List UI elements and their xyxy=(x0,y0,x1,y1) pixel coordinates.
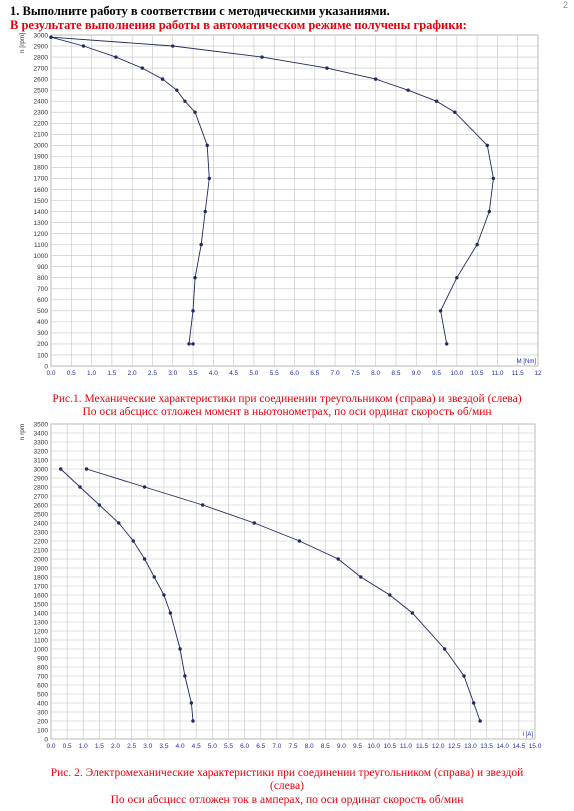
y-tick-label: 1900 xyxy=(33,153,48,161)
series-2-point xyxy=(486,144,489,147)
y-axis-label: n [rpm] xyxy=(19,32,26,54)
y-tick-label: 400 xyxy=(37,700,48,708)
x-tick-label: 4.5 xyxy=(229,370,239,377)
series-1-point xyxy=(161,77,164,80)
y-tick-label: 500 xyxy=(37,308,48,316)
series-1-point xyxy=(187,342,190,345)
series-2-point xyxy=(478,719,481,722)
figure2-caption-line1: Рис. 2. Электромеханические характеристики при соединении треугольником (справа) и звездой xyxy=(50,767,524,779)
series-1-point xyxy=(204,210,207,213)
y-tick-label: 2400 xyxy=(33,520,48,528)
x-tick-label: 4.5 xyxy=(191,743,201,750)
y-tick-label: 2200 xyxy=(33,120,48,128)
x-tick-label: 13.5 xyxy=(480,743,493,750)
y-tick-label: 300 xyxy=(37,709,48,717)
y-tick-label: 1800 xyxy=(33,574,48,582)
series-2-point xyxy=(435,100,438,103)
y-tick-label: 2900 xyxy=(33,475,48,483)
x-tick-label: 3.0 xyxy=(143,743,153,750)
x-tick-label: 0.0 xyxy=(46,743,56,750)
y-tick-label: 600 xyxy=(37,297,48,305)
y-tick-label: 2700 xyxy=(33,65,48,73)
x-tick-label: 10.0 xyxy=(450,370,464,377)
series-2-point xyxy=(201,503,204,506)
series-2-point xyxy=(49,36,52,39)
y-tick-label: 100 xyxy=(37,727,48,735)
x-tick-label: 14.5 xyxy=(512,743,526,750)
y-tick-label: 200 xyxy=(37,341,48,349)
y-tick-label: 2400 xyxy=(33,98,48,106)
x-tick-label: 0.5 xyxy=(66,370,76,377)
series-2-point xyxy=(445,342,448,345)
y-tick-label: 1100 xyxy=(34,241,48,249)
series-2-point xyxy=(388,593,391,596)
x-tick-label: 7.0 xyxy=(272,743,282,750)
y-tick-label: 2800 xyxy=(33,484,48,492)
series-1-point xyxy=(183,100,186,103)
x-tick-label: 1.5 xyxy=(107,370,117,377)
page-number: 2 xyxy=(562,0,568,10)
y-tick-label: 1000 xyxy=(33,252,48,260)
x-tick-label: 10.5 xyxy=(383,743,397,750)
series-2-point xyxy=(143,485,146,488)
y-tick-label: 400 xyxy=(37,319,48,327)
y-tick-label: 2500 xyxy=(33,87,48,95)
series-1-point xyxy=(208,177,211,180)
series-1-point xyxy=(78,485,81,488)
x-tick-label: 11.5 xyxy=(415,743,429,750)
y-tick-label: 2600 xyxy=(33,502,48,510)
x-tick-label: 7.5 xyxy=(350,370,360,377)
x-tick-label: 4.0 xyxy=(175,743,185,750)
series-2-point xyxy=(443,647,446,650)
y-tick-label: 2700 xyxy=(33,493,48,501)
y-tick-label: 3000 xyxy=(33,466,48,474)
series-2-point xyxy=(85,467,88,470)
y-tick-label: 3100 xyxy=(33,457,48,465)
y-tick-label: 1100 xyxy=(34,637,48,645)
x-tick-label: 0.0 xyxy=(46,370,56,377)
series-2-point xyxy=(455,276,458,279)
y-tick-label: 1400 xyxy=(33,208,48,216)
y-tick-label: 0 xyxy=(44,736,48,744)
series-2-point xyxy=(411,611,414,614)
y-tick-label: 2000 xyxy=(33,142,48,150)
series-1-point xyxy=(153,575,156,578)
y-tick-label: 1800 xyxy=(33,164,48,172)
x-tick-label: 2.0 xyxy=(127,370,137,377)
x-tick-label: 9.0 xyxy=(411,370,421,377)
series-1-point xyxy=(132,539,135,542)
figure1-caption-line2: По оси абсцисс отложен момент в ньютонометрах, по оси ординат скорость об/мин xyxy=(82,406,492,418)
y-tick-label: 0 xyxy=(44,363,48,371)
y-tick-label: 1500 xyxy=(33,601,48,609)
x-tick-label: 8.5 xyxy=(320,743,330,750)
y-tick-label: 700 xyxy=(37,673,48,681)
y-tick-label: 100 xyxy=(37,352,48,360)
x-tick-label: 2.5 xyxy=(127,743,137,750)
x-tick-label: 15.0 xyxy=(528,743,542,750)
x-tick-label: 5.0 xyxy=(207,743,217,750)
y-tick-label: 1400 xyxy=(33,610,48,618)
y-axis-label: n rpm xyxy=(19,423,26,441)
x-tick-label: 9.5 xyxy=(353,743,363,750)
x-tick-label: 14.0 xyxy=(496,743,510,750)
y-tick-label: 2800 xyxy=(33,54,48,62)
series-1-point xyxy=(117,521,120,524)
series-1-point xyxy=(98,503,101,506)
x-tick-label: 5.5 xyxy=(269,370,279,377)
series-1-point xyxy=(162,593,165,596)
figure1-caption-line1: Рис.1. Механические характеристики при соединении треугольником (справа) и звездой (слева) xyxy=(52,393,522,405)
series-1-point xyxy=(193,276,196,279)
x-tick-label: 11.0 xyxy=(399,743,413,750)
series-2-point xyxy=(475,243,478,246)
series-2-point xyxy=(492,177,495,180)
x-tick-label: 7.5 xyxy=(288,743,298,750)
series-2-point xyxy=(298,539,301,542)
y-tick-label: 900 xyxy=(37,655,48,663)
chart-2 xyxy=(19,421,542,750)
y-tick-label: 500 xyxy=(37,691,48,699)
y-tick-label: 3000 xyxy=(33,32,48,40)
series-1-point xyxy=(178,647,181,650)
y-tick-label: 900 xyxy=(37,264,48,271)
x-tick-label: 1.0 xyxy=(78,743,88,750)
series-1-point xyxy=(199,243,202,246)
x-tick-label: 8.0 xyxy=(371,370,381,377)
series-1-point xyxy=(175,88,178,91)
series-2-point xyxy=(462,674,465,677)
y-tick-label: 2000 xyxy=(33,556,48,564)
x-tick-label: 11.0 xyxy=(491,370,504,377)
series-2-point xyxy=(439,309,442,312)
y-tick-label: 2200 xyxy=(33,538,48,546)
y-tick-label: 1600 xyxy=(33,592,48,600)
series-2-point xyxy=(253,521,256,524)
y-tick-label: 2100 xyxy=(33,547,48,555)
series-1-point xyxy=(191,719,194,722)
x-tick-label: 10.0 xyxy=(367,743,380,750)
x-axis-label: I [A] xyxy=(522,732,533,738)
y-tick-label: 700 xyxy=(37,286,48,294)
y-tick-label: 1300 xyxy=(33,219,48,227)
y-tick-label: 1700 xyxy=(33,175,48,183)
y-tick-label: 800 xyxy=(37,275,48,283)
y-tick-label: 1300 xyxy=(33,619,48,627)
series-2-point xyxy=(336,557,339,560)
x-tick-label: 5.0 xyxy=(249,370,259,377)
x-tick-label: 3.5 xyxy=(188,370,198,377)
x-tick-label: 9.5 xyxy=(432,370,442,377)
x-tick-label: 6.5 xyxy=(256,743,266,750)
y-tick-label: 3200 xyxy=(33,448,48,456)
x-tick-label: 13.0 xyxy=(464,743,477,750)
x-axis-label: M [Nm] xyxy=(516,359,536,365)
series-1-point xyxy=(114,55,117,58)
x-tick-label: 2.0 xyxy=(111,743,121,750)
x-tick-label: 6.0 xyxy=(289,370,300,377)
result-subheading: В результате выполнения работы в автоматическом режиме получены графики: xyxy=(10,18,467,32)
x-tick-label: 4.0 xyxy=(208,370,218,377)
series-2-point xyxy=(325,66,328,69)
series-1-point xyxy=(59,467,62,470)
series-1-point xyxy=(191,309,194,312)
x-tick-label: 8.5 xyxy=(391,370,401,377)
x-tick-label: 11.5 xyxy=(511,370,524,377)
x-tick-label: 2.5 xyxy=(147,370,157,377)
series-2-point xyxy=(472,701,475,704)
y-tick-label: 1700 xyxy=(33,583,48,591)
y-tick-label: 300 xyxy=(37,330,48,338)
series-2-point xyxy=(453,111,456,114)
y-tick-label: 1200 xyxy=(33,628,48,636)
y-tick-label: 2900 xyxy=(33,43,48,51)
series-1-point xyxy=(191,342,194,345)
series-1-point xyxy=(143,557,146,560)
y-tick-label: 2600 xyxy=(33,76,48,84)
series-2-point xyxy=(359,575,362,578)
y-tick-label: 2500 xyxy=(33,511,48,519)
series-1-point xyxy=(82,44,85,47)
y-tick-label: 3300 xyxy=(33,439,48,447)
task-heading: 1. Выполните работу в соответствии с методическими указаниями. xyxy=(10,4,390,18)
y-tick-label: 3500 xyxy=(33,421,48,429)
x-tick-label: 9.0 xyxy=(336,743,346,750)
x-tick-label: 12 xyxy=(534,370,542,377)
x-tick-label: 1.0 xyxy=(87,370,97,377)
x-tick-label: 5.5 xyxy=(223,743,233,750)
y-tick-label: 1600 xyxy=(33,186,48,194)
x-tick-label: 12.0 xyxy=(431,743,445,750)
x-tick-label: 7.0 xyxy=(330,370,340,377)
y-tick-label: 200 xyxy=(37,718,48,726)
y-tick-label: 600 xyxy=(37,682,48,690)
x-tick-label: 3.0 xyxy=(168,370,178,377)
y-tick-label: 1500 xyxy=(33,197,48,205)
y-tick-label: 2300 xyxy=(33,109,48,117)
y-tick-label: 1000 xyxy=(33,646,48,654)
x-tick-label: 1.5 xyxy=(94,743,104,750)
series-1-point xyxy=(193,111,196,114)
series-2-point xyxy=(171,44,174,47)
y-tick-label: 2100 xyxy=(33,131,48,139)
series-2-point xyxy=(260,55,263,58)
x-tick-label: 0.5 xyxy=(62,743,72,750)
y-tick-label: 2300 xyxy=(33,529,48,537)
series-1-point xyxy=(141,66,144,69)
x-tick-label: 6.5 xyxy=(310,370,320,377)
series-1-point xyxy=(190,701,193,704)
y-tick-label: 1200 xyxy=(33,230,48,238)
y-tick-label: 1900 xyxy=(33,565,48,573)
y-tick-label: 3400 xyxy=(33,430,48,438)
series-1-point xyxy=(169,611,172,614)
y-tick-label: 800 xyxy=(37,664,48,672)
x-tick-label: 3.5 xyxy=(159,743,169,750)
series-1-point xyxy=(206,144,209,147)
series-2-point xyxy=(406,88,409,91)
series-2-point xyxy=(488,210,491,213)
figure2-caption-line3: По оси абсцисс отложен ток в амперах, по оси ординат скорость об/мин xyxy=(110,794,464,806)
series-2-point xyxy=(374,77,377,80)
x-tick-label: 12.5 xyxy=(448,743,461,750)
x-tick-label: 10.5 xyxy=(470,370,484,377)
chart-1 xyxy=(19,32,542,377)
series-1-point xyxy=(183,674,186,677)
x-tick-label: 8.0 xyxy=(304,743,314,750)
figure2-caption-line2: (слева) xyxy=(270,780,304,792)
x-tick-label: 6.0 xyxy=(240,743,250,750)
